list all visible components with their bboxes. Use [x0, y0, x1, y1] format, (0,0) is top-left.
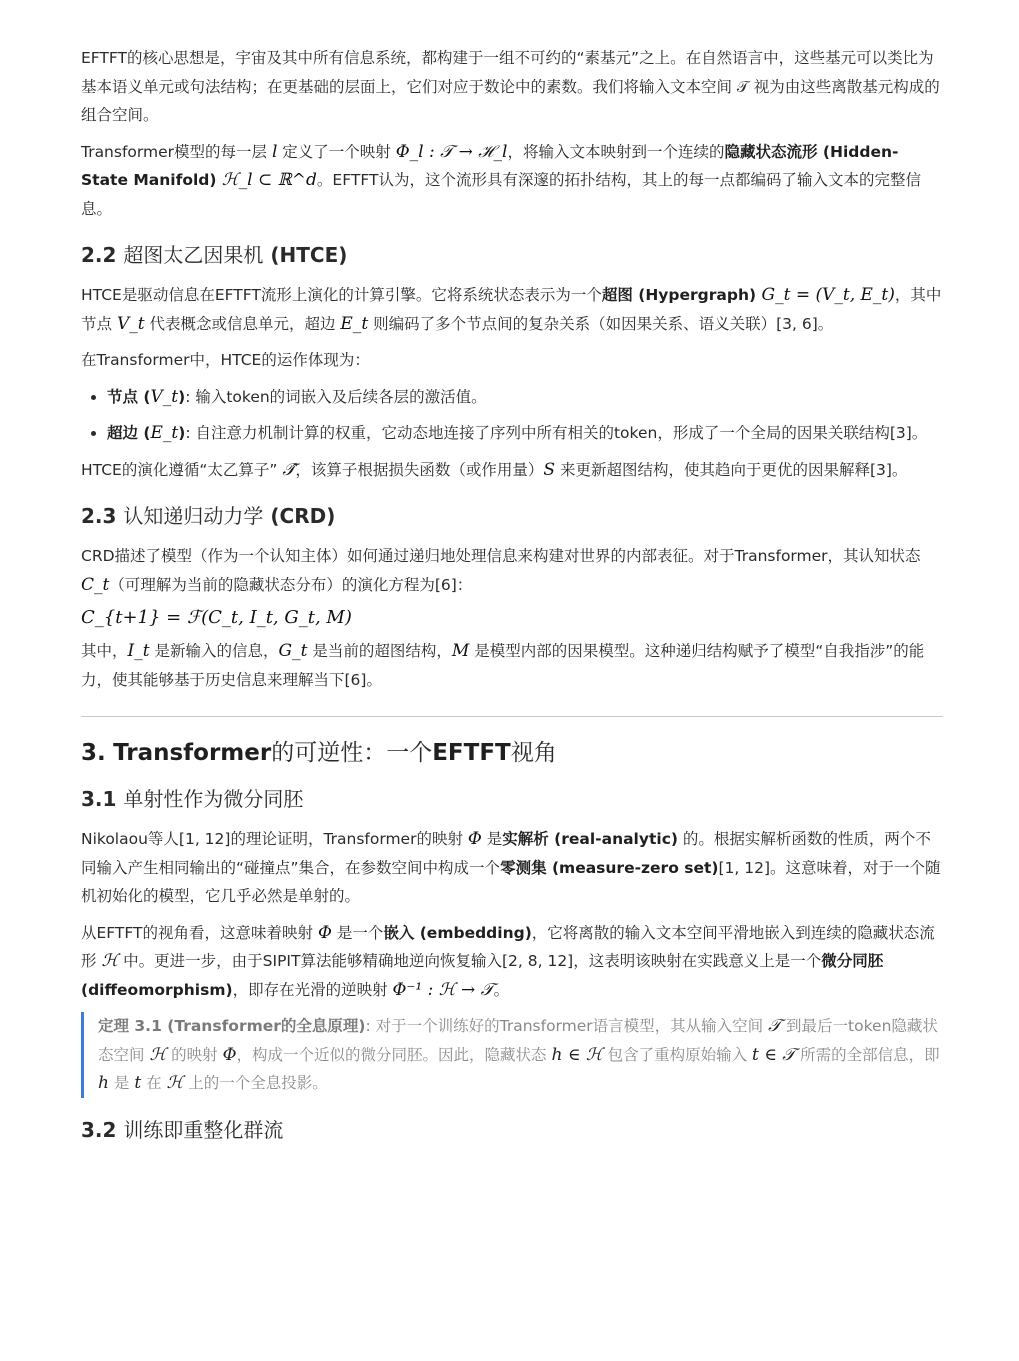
term-measure-zero: 零测集 (measure-zero set)	[500, 858, 719, 877]
paragraph-crd-explain: 其中，I_t 是新输入的信息，G_t 是当前的超图结构，M 是模型内部的因果模型。这种递归结构赋予了模型“自我指涉”的能力，使其能够基于历史信息来理解当下[6]。	[81, 641, 925, 689]
paragraph-htce: HTCE是驱动信息在EFTFT流形上演化的计算引擎。它将系统状态表示为一个超图 (Hypergraph) G_t = (V_t, E_t)，其中节点 V_t 代表概念或信息单元，超边 E_t 则编码了多个节点间的复杂关系（如因果关系、语义关联）[3, 6]。	[81, 285, 942, 334]
math-phi-map: Φ_l : 𝒯 → ℋ_l	[395, 141, 508, 162]
math-manifold: ℋ_l ⊂ ℝ^d	[216, 170, 317, 190]
theorem-text: 定理 3.1 (Transformer的全息原理): 对于一个训练好的Transformer语言模型，其从输入空间 𝒯 到最后一token隐藏状态空间 ℋ 的映射 Φ，构成一个近似的微分同胚。因此，隐藏状态 h ∈ ℋ 包含了重构原始输入 t ∈ 𝒯 所需的全部信息，即 h 是 t 在 ℋ 上的一个全息投影。	[98, 1016, 940, 1093]
list-item: • 节点 (V_t): 输入token的词嵌入及后续各层的激活值。	[107, 383, 943, 412]
paragraph-crd: CRD描述了模型（作为一个认知主体）如何通过递归地处理信息来构建对世界的内部表征。对于Transformer，其认知状态 C_t（可理解为当前的隐藏状态分布）的演化方程为[6]：	[81, 547, 921, 595]
paragraph-nikolaou: Nikolaou等人[1, 12]的理论证明，Transformer的映射 Φ 是实解析 (real-analytic) 的。根据实解析函数的性质，两个不同输入产生相同输出的“碰撞点”集合，在参数空间中构成一个零测集 (measure-zero set)[1, 12]。这意味着，对于一个随机初始化的模型，它几乎必然是单射的。	[81, 829, 941, 905]
math-l: l	[271, 141, 278, 162]
math-ct: C_t	[81, 574, 110, 595]
section-heading-3: 3. Transformer的可逆性：一个EFTFT视角	[81, 740, 557, 766]
term-real-analytic: 实解析 (real-analytic)	[502, 830, 678, 848]
paragraph-eftft-core: EFTFT的核心思想是，宇宙及其中所有信息系统，都构建于一组不可约的“素基元”之上。在自然语言中，这些基元可以类比为基本语义单元或句法结构；在更基础的层面上，它们对应于数论中的素数。我们将输入文本空间 𝒯 视为由这些离散基元构成的组合空间。	[81, 49, 940, 124]
math-gt: G_t = (V_t, E_t)	[756, 285, 895, 305]
paragraph-eftft-embedding: 从EFTFT的视角看，这意味着映射 Φ 是一个嵌入 (embedding)，它将离散的输入文本空间平滑地嵌入到连续的隐藏状态流形 ℋ 中。更进一步，由于SIPIT算法能够精确地逆向恢复输入[2, 8, 12]，这表明该映射在实践意义上是一个微分同胚 (diffeomorphism)，即存在光滑的逆映射 Φ⁻¹ : ℋ → 𝒯。	[81, 922, 935, 1000]
section-divider	[81, 716, 943, 717]
term-diffeomorphism: 微分同胚 (diffeomorphism)	[81, 952, 884, 999]
term-hidden-state-manifold: 隐藏状态流形 (Hidden-State Manifold)	[81, 142, 899, 189]
text: ，将输入文本映射到一个连续的	[507, 142, 725, 161]
section-heading-2-2: 2.2 超图太乙因果机 (HTCE)	[81, 243, 348, 267]
theorem-title: 定理 3.1 (Transformer的全息原理)	[98, 1017, 366, 1035]
section-heading-3-2: 3.2 训练即重整化群流	[81, 1117, 284, 1142]
list-item: • 超边 (E_t): 自注意力机制计算的权重，它动态地连接了序列中所有相关的token，形成了一个全局的因果关联结构[3]。	[107, 419, 943, 448]
paragraph-taiyi-operator: HTCE的演化遵循“太乙算子” 𝒯̂，该算子根据损失函数（或作用量）S 来更新超图结构，使其趋向于更优的因果解释[3]。	[81, 459, 908, 480]
math-taiyi-operator: 𝒯̂	[282, 459, 296, 480]
text: 。EFTFT认为，这个流形具有深邃的拓扑结构，其上的每一点都编码了输入文本的完整信息。	[81, 171, 921, 218]
math-vt: V_t	[116, 313, 145, 334]
section-heading-3-1: 3.1 单射性作为微分同胚	[81, 787, 304, 811]
paragraph-transformer-layer	[81, 138, 943, 224]
bullet-list	[81, 383, 943, 448]
term-hypergraph: 超图 (Hypergraph)	[601, 286, 757, 304]
term-embedding: 嵌入 (embedding)	[383, 923, 532, 942]
equation-crd: C_{t+1} = ℱ(C_t, I_t, G_t, M)	[81, 607, 352, 628]
theorem-quote	[81, 1012, 943, 1098]
paragraph-htce-in-transformer: 在Transformer中，HTCE的运作体现为：	[81, 351, 370, 369]
text: Transformer模型的每一层	[81, 142, 272, 161]
math-s: S	[543, 459, 556, 480]
text: 定义了一个映射	[277, 142, 396, 161]
math-et: E_t	[340, 313, 369, 334]
section-heading-2-3: 2.3 认知递归动力学 (CRD)	[81, 504, 336, 528]
